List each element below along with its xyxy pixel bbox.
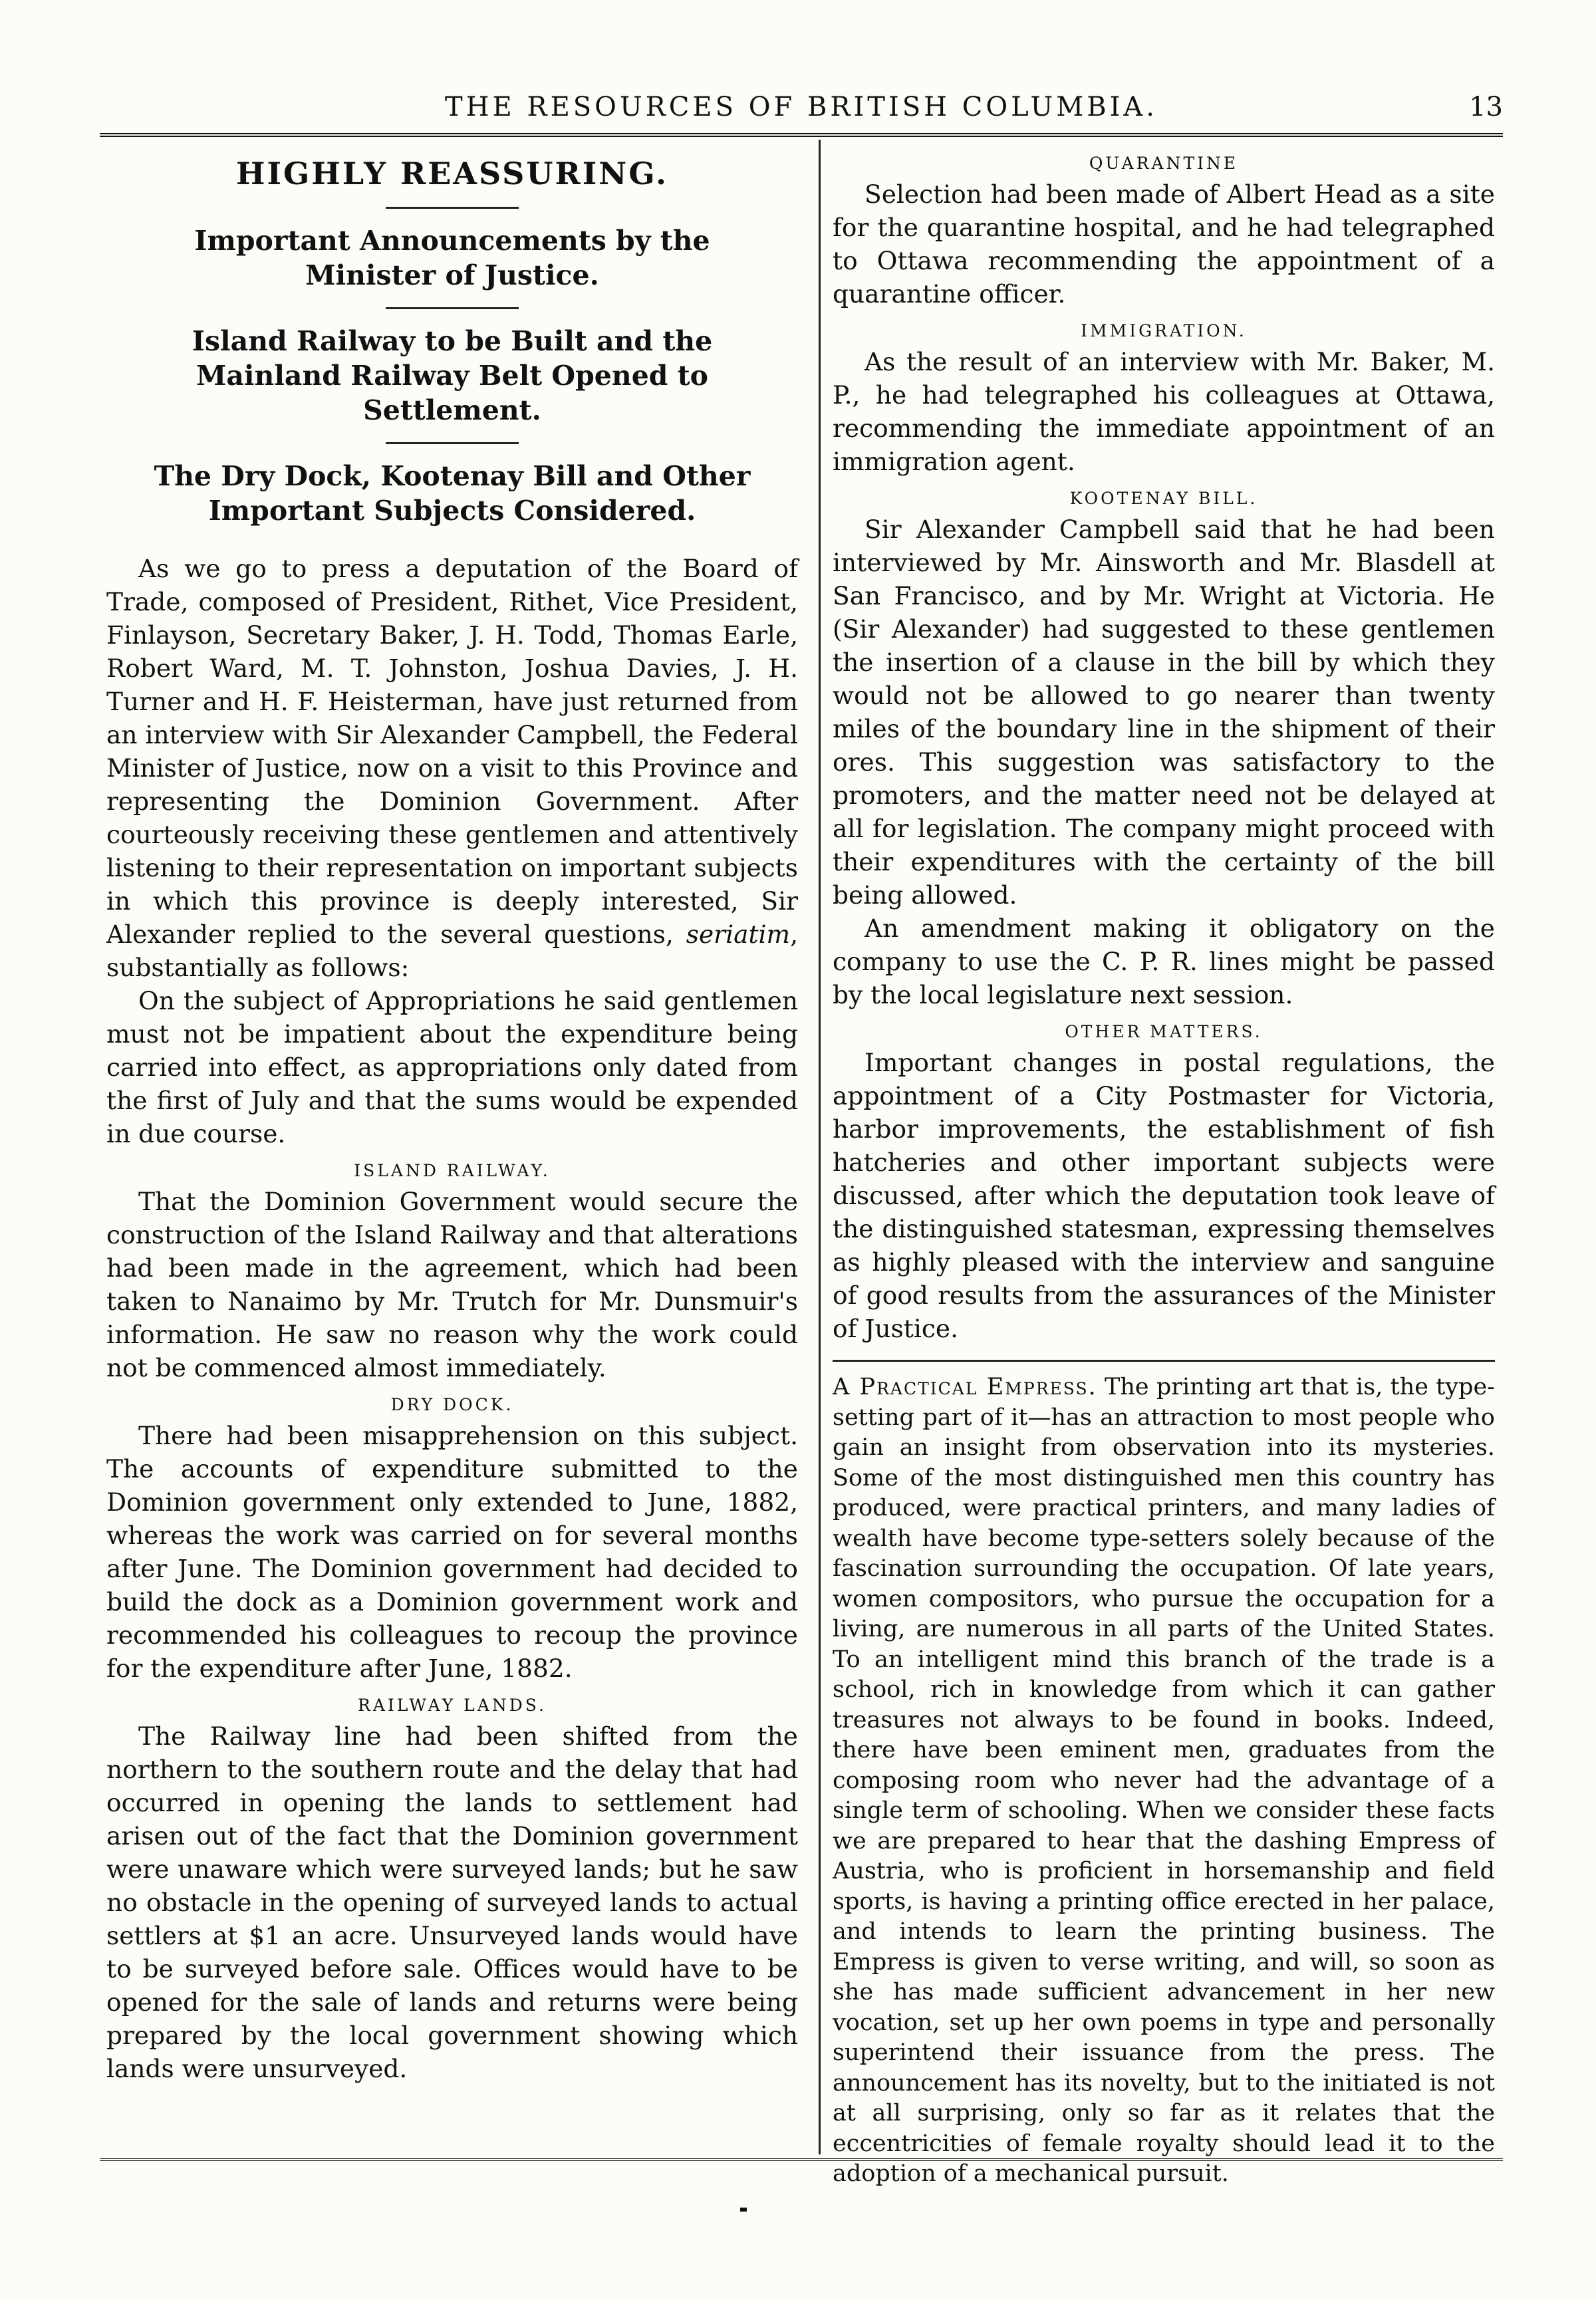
railway-lands-heading: RAILWAY LANDS.	[358, 1696, 547, 1715]
island-railway-heading: ISLAND RAILWAY.	[354, 1161, 551, 1180]
appropriations-paragraph: On the subject of Appropriations he said gentlemen must not be impatient about the expenditure being carried into effect, as appropriations only dated from the first of July and that the sums would be expended in due course.	[106, 986, 798, 1148]
right-column	[833, 150, 1495, 2190]
rule	[386, 442, 519, 444]
headline: HIGHLY REASSURING.	[236, 156, 668, 192]
kootenay-paragraph: Sir Alexander Campbell said that he had been interviewed by Mr. Ainsworth and Mr. Blasdell at San Francisco, and by Mr. Wright at Victoria. He (Sir Alexander) had suggested to these gentlemen the insertion of a clause in the bill by which they would not be allowed to go nearer than twenty miles of the boundary line in the shipment of their ores. This suggestion was satisfactory to the promoters, and the matter need not be delayed at all for legislation. The company might proceed with their expenditures with the certainty of the bill being allowed.	[833, 515, 1495, 910]
quarantine-paragraph: Selection had been made of Albert Head as a site for the quarantine hospital, and he had telegraphed to Ottawa recommending the appointment of a quarantine officer.	[833, 180, 1495, 309]
amendment-paragraph: An amendment making it obligatory on the company to use the C. P. R. lines might be passed by the local legislature next session.	[833, 914, 1495, 1009]
dry-dock-paragraph: There had been misapprehension on this subject. The accounts of expenditure submitted to the Dominion government only extended to June, 1882, whereas the work was carried on for several months after June. The Dominion government had decided to build the dock as a Dominion government work and recommended his colleagues to recoup the province for the expenditure after June, 1882.	[106, 1421, 798, 1683]
other-matters-paragraph: Important changes in postal regulations, the appointment of a City Postmaster for Victoria, harbor improvements, the establishment of fish hatcheries and other important subjects were discussed, after which the deputation took leave of the distinguished statesman, expressing themselves as highly pleased with the interview and sanguine of good results from the assurances of the Minister of Justice.	[833, 1048, 1495, 1343]
other-matters-heading: OTHER MATTERS.	[1065, 1022, 1263, 1041]
section-divider	[833, 1360, 1495, 1362]
kootenay-heading: KOOTENAY BILL.	[1069, 489, 1258, 508]
intro-text-end: , substantially as follows:	[106, 920, 798, 982]
deck-3: The Dry Dock, Kootenay Bill and Other Important Subjects Considered.	[154, 460, 751, 527]
intro-paragraph	[106, 552, 798, 984]
bottom-mark	[740, 2208, 747, 2212]
column-rule	[819, 140, 821, 2154]
rule	[386, 307, 519, 309]
quarantine-heading: QUARANTINE	[1089, 154, 1239, 173]
rule	[386, 207, 519, 209]
immigration-heading: IMMIGRATION.	[1081, 321, 1247, 340]
empress-body: The printing art that is, the type-setting part of it—has an attraction to most people who gain an insight from observation into its mysteries. Some of the most distinguished men this country has produced, were practical printers, and many ladies of wealth have become type-setters solely because of the fascination surrounding the occupation. Of late years, women compositors, who pursue the occupation for a living, are numerous in all parts of the United States. To an intelligent mind this branch of the trade is a school, rich in knowledge from which it can gather treasures not always to be found in books. Indeed, there have been eminent men, graduates from the composing room who never had the advantage of a single term of schooling. When we consider these facts we are prepared to hear that the dashing Empress of Austria, who is proficient in horsemanship and field sports, is having a printing office erected in her palace, and intends to learn the printing business. The Empress is given to verse writing, and will, so soon as she has made sufficient advancement in her new vocation, set up her own poems in type and personally superintend their issuance from the press. The announcement has its novelty, but to the initiated is not at all surprising, only so far as it relates that the eccentricities of female royalty should lead it to the adoption of a mechanical pursuit.	[833, 1374, 1495, 2187]
running-title: THE RESOURCES OF BRITISH COLUMBIA.	[444, 92, 1158, 122]
empress-article	[833, 1372, 1495, 2190]
page-number: 13	[1469, 92, 1503, 122]
island-railway-paragraph: That the Dominion Government would secure the construction of the Island Railway and that alterations had been made in the agreement, which had been taken to Nanaimo by Mr. Trutch for Mr. Dunsmuir's information. He saw no reason why the work could not be commenced almost immediately.	[106, 1187, 798, 1382]
dry-dock-heading: DRY DOCK.	[390, 1395, 514, 1414]
intro-italic: seriatim	[686, 920, 791, 949]
deck-2: Island Railway to be Built and the Mainland Railway Belt Opened to Settlement.	[192, 325, 713, 426]
running-head	[100, 86, 1503, 133]
intro-text: As we go to press a deputation of the Board of Trade, composed of President, Rithet, Vice President, Finlayson, Secretary Baker, J. H. Todd, Thomas Earle, Robert Ward, M. T. Johnston, Joshua Davies, J. H. Turner and H. F. Heisterman, have just returned from an interview with Sir Alexander Campbell, the Federal Minister of Justice, now on a visit to this Province and representing the Dominion Government. After courteously receiving these gentlemen and attentively listening to their representation on important subjects in which this province is deeply interested, Sir Alexander replied to the several questions,	[106, 554, 798, 949]
empress-paragraph	[833, 1372, 1495, 2190]
deck-1: Important Announcements by the Minister of Justice.	[194, 225, 710, 291]
railway-lands-paragraph: The Railway line had been shifted from the northern to the southern route and the delay that had occurred in opening the lands to settlement had arisen out of the fact that the Dominion government were unaware which were surveyed lands; but he saw no obstacle in the opening of surveyed lands to actual settlers at $1 an acre. Unsurveyed lands would have to be surveyed before sale. Offices would have to be opened for the sale of lands and returns were being prepared by the local government showing which lands were unsurveyed.	[106, 1722, 798, 2083]
left-column	[106, 150, 798, 2085]
immigration-paragraph: As the result of an interview with Mr. Baker, M. P., he had telegraphed his colleagues at Ottawa, recommending the immediate appointment of an immigration agent.	[833, 347, 1495, 476]
empress-title: A Practical Empress.	[833, 1374, 1097, 1400]
